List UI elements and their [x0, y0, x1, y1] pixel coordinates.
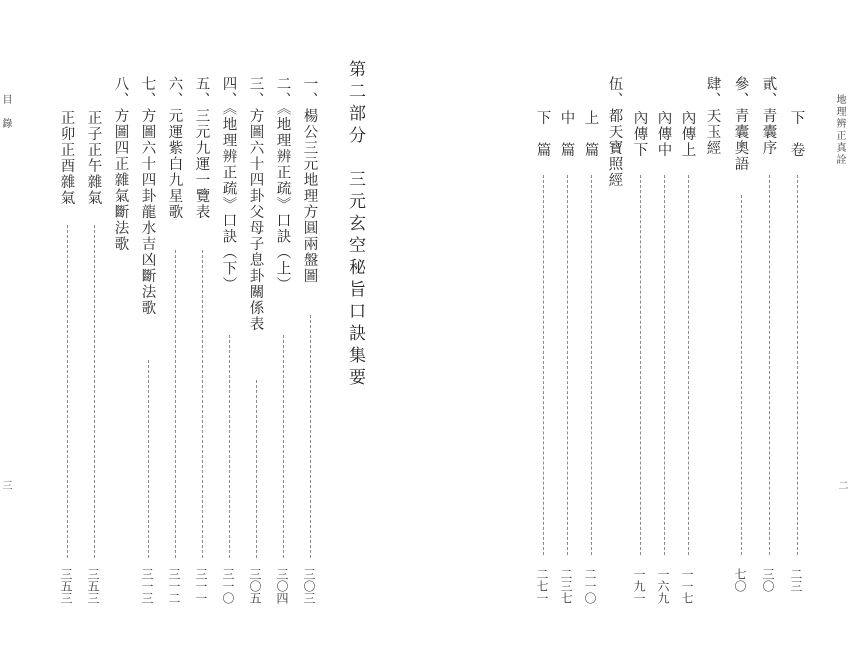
running-title: 目 錄	[0, 94, 11, 130]
toc-leader	[688, 175, 689, 555]
toc-entry-title: 下 篇	[534, 110, 551, 158]
toc-leader	[640, 175, 641, 555]
toc-entry-title: 一、楊公三元地理方圓兩盤圖	[301, 76, 318, 284]
toc-entry-page: 三〇四	[275, 568, 289, 604]
toc-entry-title: 正卯正酉雜氣	[58, 110, 75, 206]
toc-entry-title: 肆、天玉經	[704, 76, 721, 156]
toc-entry-title: 七、方圖六十四卦龍水吉凶斷法歌	[139, 76, 156, 316]
toc-entry-title: 八、方圖四正雜氣斷法歌	[112, 76, 129, 252]
toc-entry-page: 七〇	[733, 568, 747, 592]
toc-entry-title: 二、《地理辨正疏》口訣（上）	[274, 76, 291, 293]
running-title: 地理辨正真詮	[834, 94, 845, 166]
toc-leader	[310, 315, 311, 558]
toc-leader	[283, 335, 284, 558]
toc-entry-page: 三五三	[86, 568, 100, 604]
toc-leader	[567, 175, 568, 555]
toc-entry-page: 三一二	[167, 568, 181, 604]
toc-entry-title: 上 篇	[582, 110, 599, 158]
toc-entry-page: 三〇五	[248, 568, 262, 604]
toc-leader	[769, 175, 770, 555]
toc-entry-title: 下 卷	[788, 110, 805, 158]
toc-leader	[591, 175, 592, 555]
toc-entry-title: 三、方圖六十四卦父母子息卦關係表	[247, 76, 264, 332]
toc-entry-page: 一六九	[656, 568, 670, 604]
toc-entry-page: 一九一	[632, 568, 646, 604]
toc-leader	[256, 380, 257, 558]
section-heading: 第二部分 三元玄空秘旨口訣集要	[345, 60, 365, 390]
toc-entry-page: 三一三	[140, 568, 154, 604]
toc-entry-page: 三一〇	[221, 568, 235, 604]
toc-entry-title: 內傳上	[679, 110, 696, 158]
page-number: 三	[0, 480, 11, 492]
toc-entry-title: 伍、都天寶照經	[606, 76, 623, 188]
toc-entry-page: 二七一	[535, 568, 549, 604]
page-number: 二	[836, 480, 847, 492]
toc-entry-page: 三一一	[194, 568, 208, 604]
toc-entry-page: 二三七	[559, 568, 573, 604]
toc-entry-page: 三五三	[59, 568, 73, 604]
toc-entry-title: 正子正午雜氣	[85, 110, 102, 206]
toc-entry-page: 二一〇	[583, 568, 597, 604]
toc-entry-page: 二三	[789, 568, 803, 592]
toc-entry-title: 四、《地理辨正疏》口訣（下）	[220, 76, 237, 293]
toc-entry-title: 內傳中	[655, 110, 672, 158]
toc-entry-title: 貳、青囊序	[760, 76, 777, 156]
toc-leader	[543, 175, 544, 555]
toc-entry-title: 五、三元九運一覽表	[193, 76, 210, 220]
toc-leader	[664, 175, 665, 555]
toc-leader	[175, 250, 176, 558]
toc-entry-title: 內傳下	[631, 110, 648, 158]
toc-leader	[94, 225, 95, 558]
toc-leader	[148, 360, 149, 558]
toc-entry-page: 三〇三	[302, 568, 316, 604]
toc-entry-page: 一一七	[680, 568, 694, 604]
toc-entry-title: 中 篇	[558, 110, 575, 158]
toc-leader	[741, 195, 742, 555]
toc-leader	[229, 335, 230, 558]
toc-leader	[202, 250, 203, 558]
toc-leader	[67, 225, 68, 558]
toc-leader	[797, 175, 798, 555]
toc-entry-title: 六、元運紫白九星歌	[166, 76, 183, 220]
toc-entry-page: 三〇	[761, 568, 775, 592]
toc-entry-title: 參、青囊奧語	[732, 76, 749, 172]
